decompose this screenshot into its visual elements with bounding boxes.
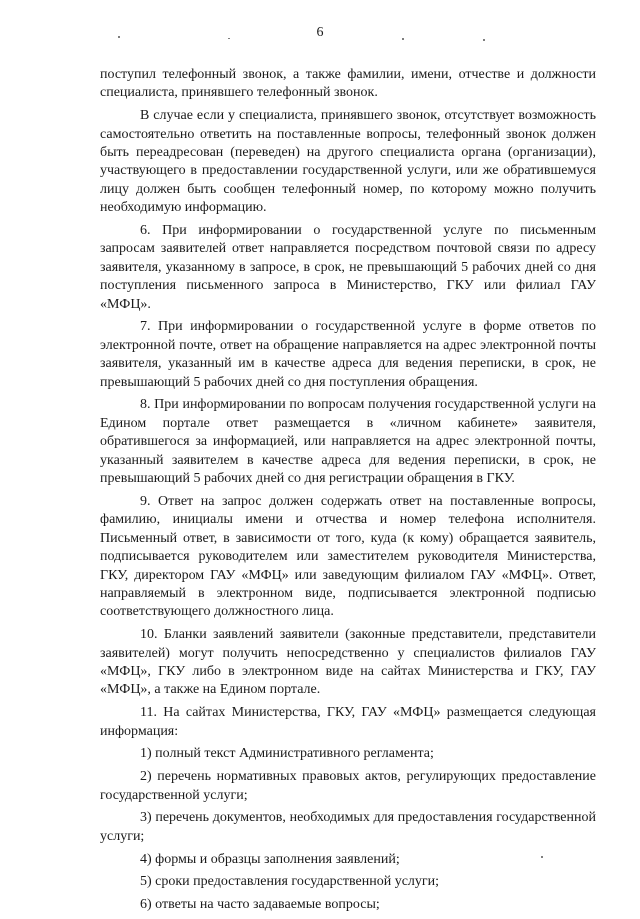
list-item-5: 5) сроки предоставления государственной услуги; — [140, 874, 440, 890]
paragraph-continued: поступил телефонный звонок, а также фамилии, имени, отчестве и должности специалиста, принявшего телефонный звонок. — [100, 67, 596, 101]
paragraph-item-10: 10. Бланки заявлений заявители (законные представители, представители заявителей) могут получить непосредственно у специалистов филиалов ГАУ «МФЦ», ГКУ либо в электронном виде на сайтах Министерства и ГКУ, ГАУ «МФЦ», а также на Едином портале. — [100, 627, 596, 698]
paragraph-item-11: 11. На сайтах Министерства, ГКУ, ГАУ «МФЦ» размещается следующая информация: — [100, 705, 596, 739]
paragraph-item-8: 8. При информировании по вопросам получения государственной услуги на Едином портале ответ размещается в «личном кабинете» заявителя, обратившегося за информацией, или направляется на адрес электронной почты, указанный заявителем в качестве адреса для ведения переписки, в срок, не превышающий 5 рабочих дней со дня регистрации обращения в ГКУ. — [100, 397, 596, 487]
paragraph-item-6: 6. При информировании о государственной услуге по письменным запросам заявителей ответ направляется посредством почтовой связи по адресу заявителя, указанному в запросе, в срок, не превышающий 5 рабочих дней со дня поступления письменного запроса в Министерство, ГКУ или филиал ГАУ «МФЦ». — [100, 223, 596, 312]
scan-speck — [228, 38, 230, 39]
scan-speck — [402, 38, 404, 40]
scan-speck — [541, 856, 543, 858]
list-item-2: 2) перечень нормативных правовых актов, регулирующих предоставление государственной услуги; — [100, 769, 596, 803]
document-body — [100, 66, 596, 919]
paragraph-item-7: 7. При информировании о государственной услуге в форме ответов по электронной почте, ответ на обращение направляется на адрес электронной почты заявителя, указанный им в качестве адреса для ведения переписки, в срок, не превышающий 5 рабочих дней со дня поступления обращения. — [100, 319, 596, 390]
scan-speck — [118, 36, 120, 38]
paragraph-call-redirect: В случае если у специалиста, принявшего звонок, отсутствует возможность самостоятельно ответить на поставленные вопросы, телефонный звонок должен быть переадресован (переведен) на другого специалиста органа (организации), участвующего в предоставлении государственной услуги, или же обратившемуся лицу должен быть сообщен телефонный номер, по которому можно получить необходимую информацию. — [100, 108, 596, 216]
list-item-6: 6) ответы на часто задаваемые вопросы; — [140, 897, 380, 913]
scan-speck — [483, 39, 485, 41]
list-item-4: 4) формы и образцы заполнения заявлений; — [140, 851, 400, 867]
paragraph-item-9: 9. Ответ на запрос должен содержать ответ на поставленные вопросы, фамилию, инициалы имени и отчества и номер телефона исполнителя. Письменный ответ, в зависимости от того, куда (к кому) обращается заявитель, подписывается руководителем или заместителем руководителя Министерства, ГКУ, директором ГАУ «МФЦ» или заведующим филиалом ГАУ «МФЦ». Ответ, направляемый в электронном виде, подписывается электронной подписью соответствующего должностного лица. — [100, 493, 596, 620]
list-item-3: 3) перечень документов, необходимых для предоставления государственной услуги; — [100, 810, 596, 844]
page-number: 6 — [316, 25, 324, 40]
list-item-1: 1) полный текст Административного регламента; — [140, 746, 434, 762]
